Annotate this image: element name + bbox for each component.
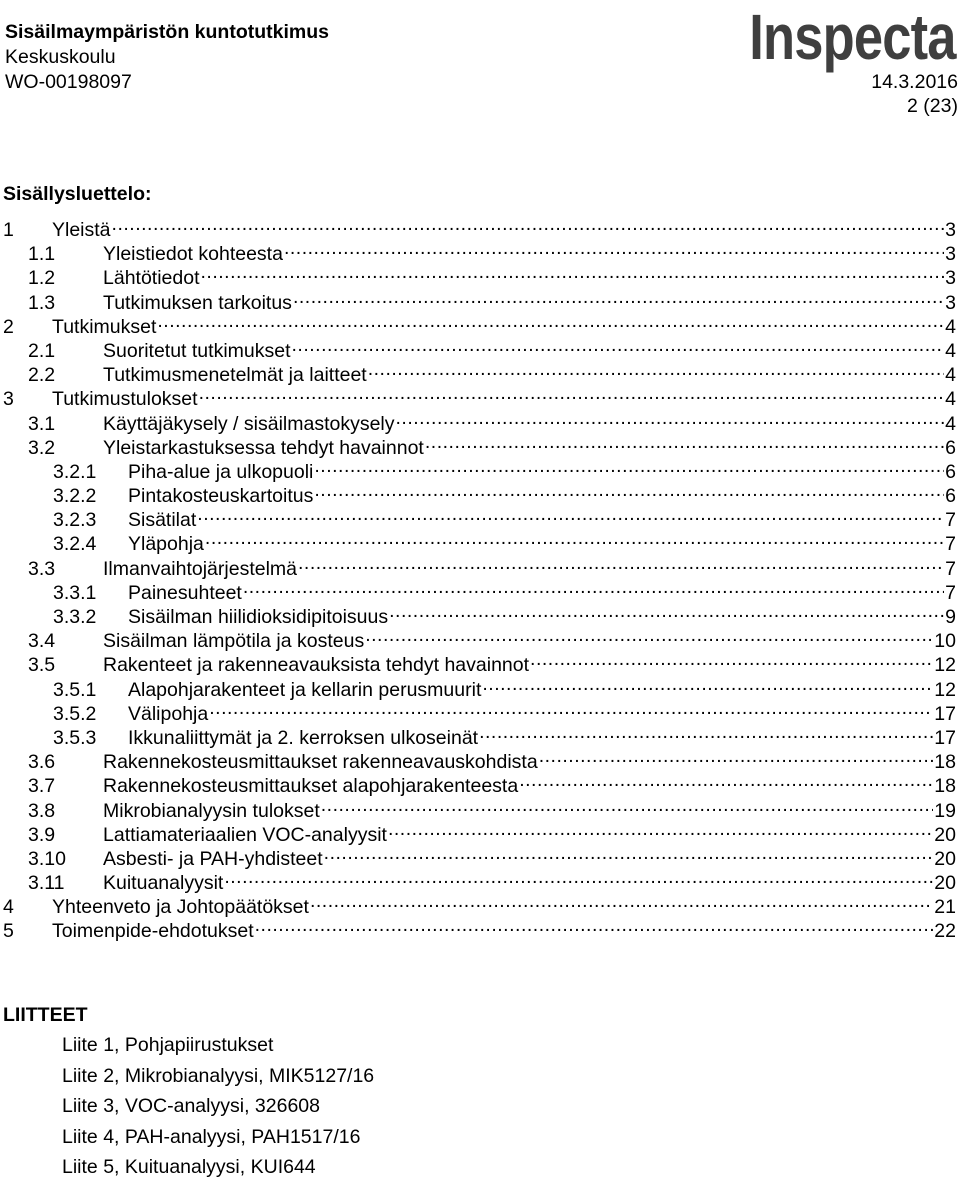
toc-entry-number: 3.2 (28, 436, 56, 459)
toc-entry-title: Tutkimustulokset (52, 388, 198, 411)
toc-dot-leader (482, 672, 933, 696)
toc-dot-leader (368, 357, 944, 381)
toc-dot-leader (396, 406, 945, 430)
toc-entry-title: Rakennekosteusmittaukset rakenneavauskohdista (103, 751, 538, 774)
toc-entry-title: Sisäilman hiilidioksidipitoisuus (128, 606, 389, 628)
toc-entry-page: 18 (934, 775, 956, 798)
toc-entry-page: 6 (945, 485, 956, 508)
toc-entry-page: 7 (945, 557, 956, 580)
toc-entry-title: Suoritetut tutkimukset (103, 339, 291, 362)
appendix-item: Liite 1, Pohjapiirustukset (62, 1034, 274, 1056)
toc-dot-leader (209, 696, 933, 720)
toc-dot-leader (310, 889, 933, 913)
toc-entry-title: Lattiamateriaalien VOC-analyysit (103, 823, 387, 846)
toc-entry-title: Yleistiedot kohteesta (103, 243, 283, 266)
toc-dot-leader (388, 817, 933, 841)
toc-entry-number: 1.2 (28, 267, 56, 290)
toc-entry-page: 7 (945, 581, 956, 604)
toc-heading: Sisällysluettelo: (3, 183, 152, 205)
toc-entry-number: 3.6 (28, 751, 56, 774)
toc-entry-page: 6 (945, 436, 956, 459)
toc-entry-page: 17 (934, 726, 956, 749)
toc-entry-page: 22 (934, 920, 956, 943)
toc-entry-title: Sisätilat (128, 509, 197, 532)
toc-dot-leader (539, 744, 934, 768)
toc-entry-number: 3.4 (28, 630, 56, 653)
toc-dot-leader (314, 454, 944, 478)
toc-dot-leader (197, 502, 944, 526)
toc-entry-page: 4 (945, 339, 956, 362)
toc-entry-number: 3.8 (28, 799, 56, 822)
toc-entry-number: 3.7 (28, 775, 56, 798)
toc-dot-leader (205, 526, 944, 550)
toc-entry-title: Ikkunaliittymät ja 2. kerroksen ulkoseinät (128, 726, 479, 749)
toc-entry-number: 3.5.2 (53, 702, 97, 725)
toc-dot-leader (519, 768, 933, 792)
toc-entry-number: 2.1 (28, 339, 56, 362)
toc-entry-page: 20 (934, 872, 956, 895)
toc-entry-number: 3.5.3 (53, 726, 97, 749)
toc-entry-title: Sisäilman lämpötila ja kosteus (103, 630, 365, 653)
toc-entry-title: Yhteenveto ja Johtopäätökset (52, 896, 309, 919)
toc-entry-number: 2.2 (28, 364, 56, 387)
toc-entry-title: Välipohja (128, 702, 209, 725)
appendices-list (62, 1033, 374, 1186)
toc-entry-title: Ilmanvaihtojärjestelmä (103, 557, 298, 580)
appendices-heading: LIITTEET (3, 1004, 88, 1026)
toc-dot-leader (157, 309, 944, 333)
toc-entry-page: 12 (934, 678, 956, 701)
toc-dot-leader (425, 430, 944, 454)
toc-entry-number: 3.5 (28, 654, 56, 677)
toc-entry-page: 4 (945, 315, 956, 338)
toc-entry-title: Painesuhteet (128, 581, 242, 604)
building-name: Keskuskoulu (5, 46, 116, 68)
toc-dot-leader (298, 551, 944, 575)
toc-entry-title: Kuituanalyysit (103, 872, 224, 895)
toc-entry-number: 3.2.2 (53, 485, 97, 508)
toc-entry-number: 4 (3, 896, 14, 919)
toc-entry-number: 5 (3, 920, 14, 943)
toc-entry-page: 6 (945, 460, 956, 483)
toc-entry-number: 3.10 (28, 847, 66, 870)
toc-entry-number: 3.3.1 (53, 581, 97, 604)
toc-entry-page: 3 (945, 243, 956, 266)
toc-entry-number: 3 (3, 388, 14, 411)
toc-entry-page: 3 (945, 219, 956, 241)
toc-dot-leader (530, 647, 933, 671)
toc-entry-page: 12 (934, 654, 956, 677)
toc-entry-number: 3.11 (28, 872, 65, 895)
toc-dot-leader (201, 260, 945, 284)
toc-entry-title: Yläpohja (128, 533, 204, 556)
toc-dot-leader (199, 381, 945, 405)
toc-entry-title: Alapohjarakenteet ja kellarin perusmuurit (128, 678, 482, 701)
toc-dot-leader (292, 333, 945, 357)
toc-entry[interactable] (3, 236, 956, 266)
toc-dot-leader (112, 212, 945, 236)
toc-entry-number: 3.3 (28, 557, 56, 580)
toc-entry-title: Yleistarkastuksessa tehdyt havainnot (103, 436, 424, 459)
toc-dot-leader (324, 841, 934, 865)
appendix-item: Liite 3, VOC-analyysi, 326608 (62, 1095, 320, 1117)
toc-entry-title: Toimenpide-ehdotukset (52, 920, 254, 943)
toc-entry-number: 1.1 (28, 243, 56, 266)
toc-dot-leader (293, 285, 944, 309)
toc-entry-number: 3.2.3 (53, 509, 97, 532)
toc-entry-number: 1 (3, 219, 14, 241)
toc-entry-page: 18 (934, 751, 956, 774)
toc-entry-page: 7 (945, 509, 956, 532)
toc-entry-page: 4 (945, 412, 956, 435)
toc-entry-number: 3.1 (28, 412, 56, 435)
toc-entry-page: 10 (934, 630, 956, 653)
toc-entry-page: 4 (945, 364, 956, 387)
toc-dot-leader (321, 793, 934, 817)
report-date: 14.3.2016 (871, 71, 958, 93)
toc-entry-title: Tutkimusmenetelmät ja laitteet (103, 364, 367, 387)
toc-entry-number: 3.2.1 (53, 460, 97, 483)
toc-entry-title: Rakenteet ja rakenneavauksista tehdyt havainnot (103, 654, 530, 677)
toc-entry-page: 20 (934, 823, 956, 846)
toc-entry-page: 17 (934, 702, 956, 725)
toc-dot-leader (224, 865, 933, 889)
page-header (5, 1, 958, 120)
toc-dot-leader (365, 623, 933, 647)
toc-entry-title: Mikrobianalyysin tulokset (103, 799, 320, 822)
toc-entry-page: 7 (945, 533, 956, 556)
logo-text: Inspecta (749, 1, 956, 73)
toc-dot-leader (479, 720, 933, 744)
toc-entry-page: 3 (945, 267, 956, 290)
toc-entry-title: Yleistä (52, 219, 111, 241)
inspecta-logo (750, 2, 956, 72)
appendix-item: Liite 4, PAH-analyysi, PAH1517/16 (62, 1125, 361, 1148)
toc-entry-page: 3 (945, 291, 956, 314)
toc-entry-title: Rakennekosteusmittaukset alapohjarakenteesta (103, 775, 519, 798)
toc-entry-page: 19 (934, 799, 956, 822)
toc-entry-title: Tutkimukset (52, 315, 157, 338)
page-number: 2 (23) (907, 95, 958, 117)
toc-entry-title: Pintakosteuskartoitus (128, 485, 314, 508)
toc-entry-title: Piha-alue ja ulkopuoli (128, 460, 314, 483)
report-title: Sisäilmaympäristön kuntotutkimus (5, 21, 329, 43)
appendix-item: Liite 5, Kuituanalyysi, KUI644 (62, 1156, 316, 1178)
toc-dot-leader (243, 575, 944, 599)
appendix-item: Liite 2, Mikrobianalyysi, MIK5127/16 (62, 1064, 375, 1087)
toc-dot-leader (255, 913, 934, 937)
toc-entry-page: 4 (945, 388, 956, 411)
toc-entry-title: Käyttäjäkysely / sisäilmastokysely (103, 412, 395, 435)
toc-entry-title: Asbesti- ja PAH-yhdisteet (103, 847, 323, 870)
toc-entry-number: 2 (3, 315, 14, 338)
toc-entry-number: 3.3.2 (53, 606, 97, 628)
toc-entry[interactable] (3, 212, 956, 241)
toc-dot-leader (389, 599, 944, 623)
work-order-number: WO-00198097 (5, 71, 132, 93)
toc-entry-number: 3.2.4 (53, 533, 97, 556)
toc-dot-leader (284, 236, 944, 260)
toc-entry-page: 9 (945, 606, 956, 628)
toc-entry-number: 1.3 (28, 291, 56, 314)
toc-entry-page: 20 (934, 847, 956, 870)
toc-dot-leader (314, 478, 944, 502)
table-of-contents (3, 212, 956, 943)
toc-entry-number: 3.5.1 (53, 678, 97, 701)
toc-entry-title: Lähtötiedot (103, 267, 200, 290)
toc-entry-page: 21 (934, 896, 956, 919)
toc-entry-title: Tutkimuksen tarkoitus (103, 291, 292, 314)
toc-entry-number: 3.9 (28, 823, 56, 846)
